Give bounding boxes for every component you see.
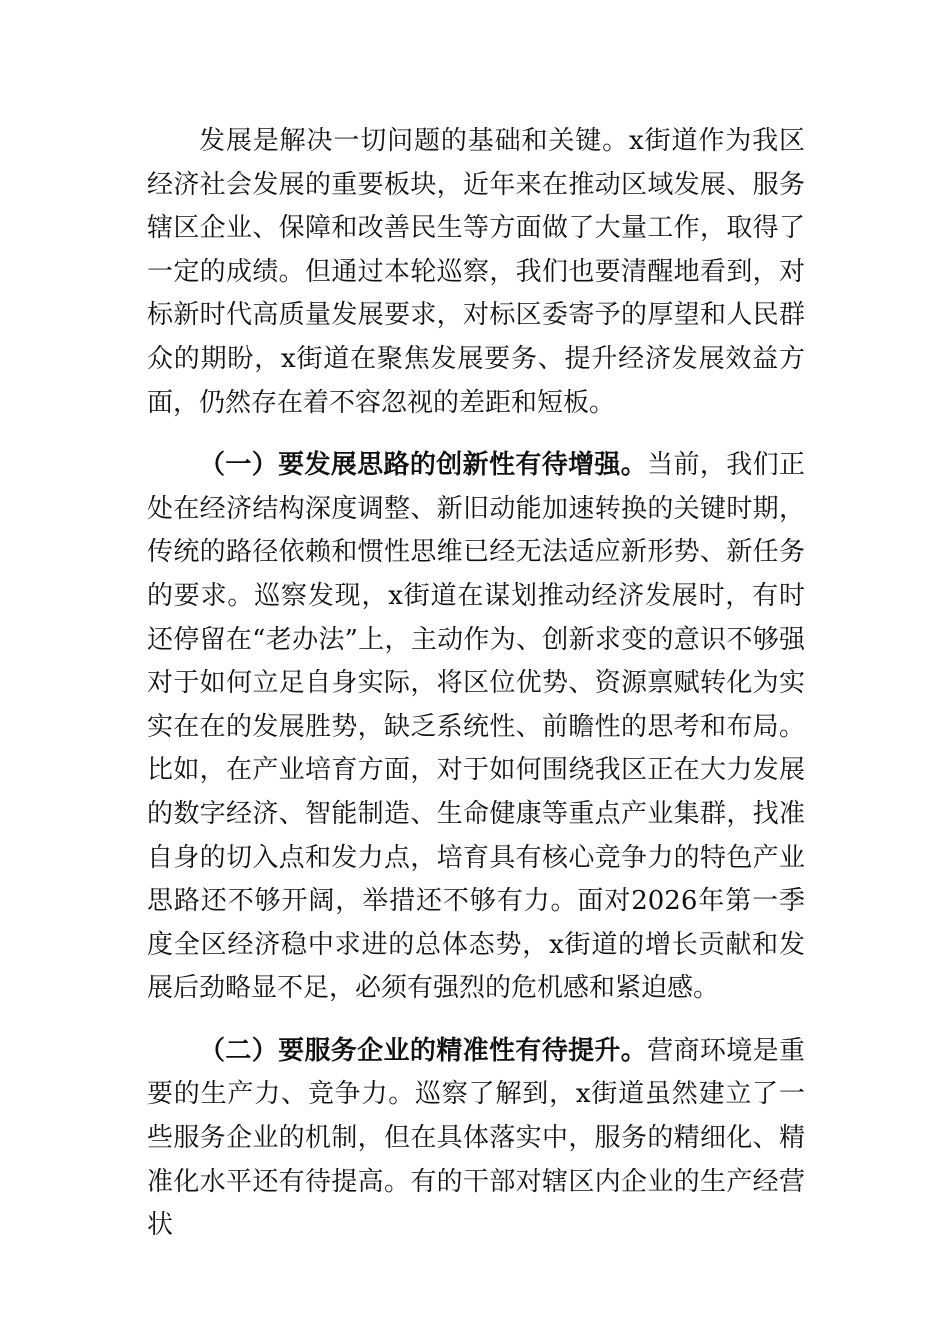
- paragraph-spacer: [147, 1011, 805, 1030]
- paragraph-spacer: [147, 425, 805, 444]
- intro-paragraph: [147, 120, 805, 425]
- document-body: [147, 120, 805, 1248]
- section-2-text: 营商环境是重要的生产力、竞争力。巡察了解到，x街道虽然建立了一些服务企业的机制，但在具体落实中，服务的精细化、精准化水平还有待提高。有的干部对辖区内企业的生产经营状: [147, 1035, 805, 1241]
- section-2-heading: （二）要服务企业的精准性有待提升。: [199, 1035, 648, 1066]
- section-1-heading: （一）要发展思路的创新性有待增强。: [199, 450, 648, 481]
- section-1-paragraph: [147, 444, 805, 1011]
- intro-text: 发展是解决一切问题的基础和关键。x街道作为我区经济社会发展的重要板块，近年来在推动区域发展、服务辖区企业、保障和改善民生等方面做了大量工作，取得了一定的成绩。但通过本轮巡察，我们也要清醒地看到，对标新时代高质量发展要求，对标区委寄予的厚望和人民群众的期盼，x街道在聚焦发展要务、提升经济发展效益方面，仍然存在着不容忽视的差距和短板。: [147, 126, 805, 418]
- section-2-paragraph: [147, 1030, 805, 1248]
- section-1-text: 当前，我们正处在经济结构深度调整、新旧动能加速转换的关键时期，传统的路径依赖和惯性思维已经无法适应新形势、新任务的要求。巡察发现，x街道在谋划推动经济发展时，有时还停留在“老办法”上，主动作为、创新求变的意识不够强对于如何立足自身实际，将区位优势、资源禀赋转化为实实在在的发展胜势，缺乏系统性、前瞻性的思考和布局。比如，在产业培育方面，对于如何围绕我区正在大力发展的数字经济、智能制造、生命健康等重点产业集群，找准自身的切入点和发力点，培育具有核心竞争力的特色产业思路还不够开阔，举措还不够有力。面对2026年第一季度全区经济稳中求进的总体态势，x街道的增长贡献和发展后劲略显不足，必须有强烈的危机感和紧迫感。: [147, 450, 805, 1004]
